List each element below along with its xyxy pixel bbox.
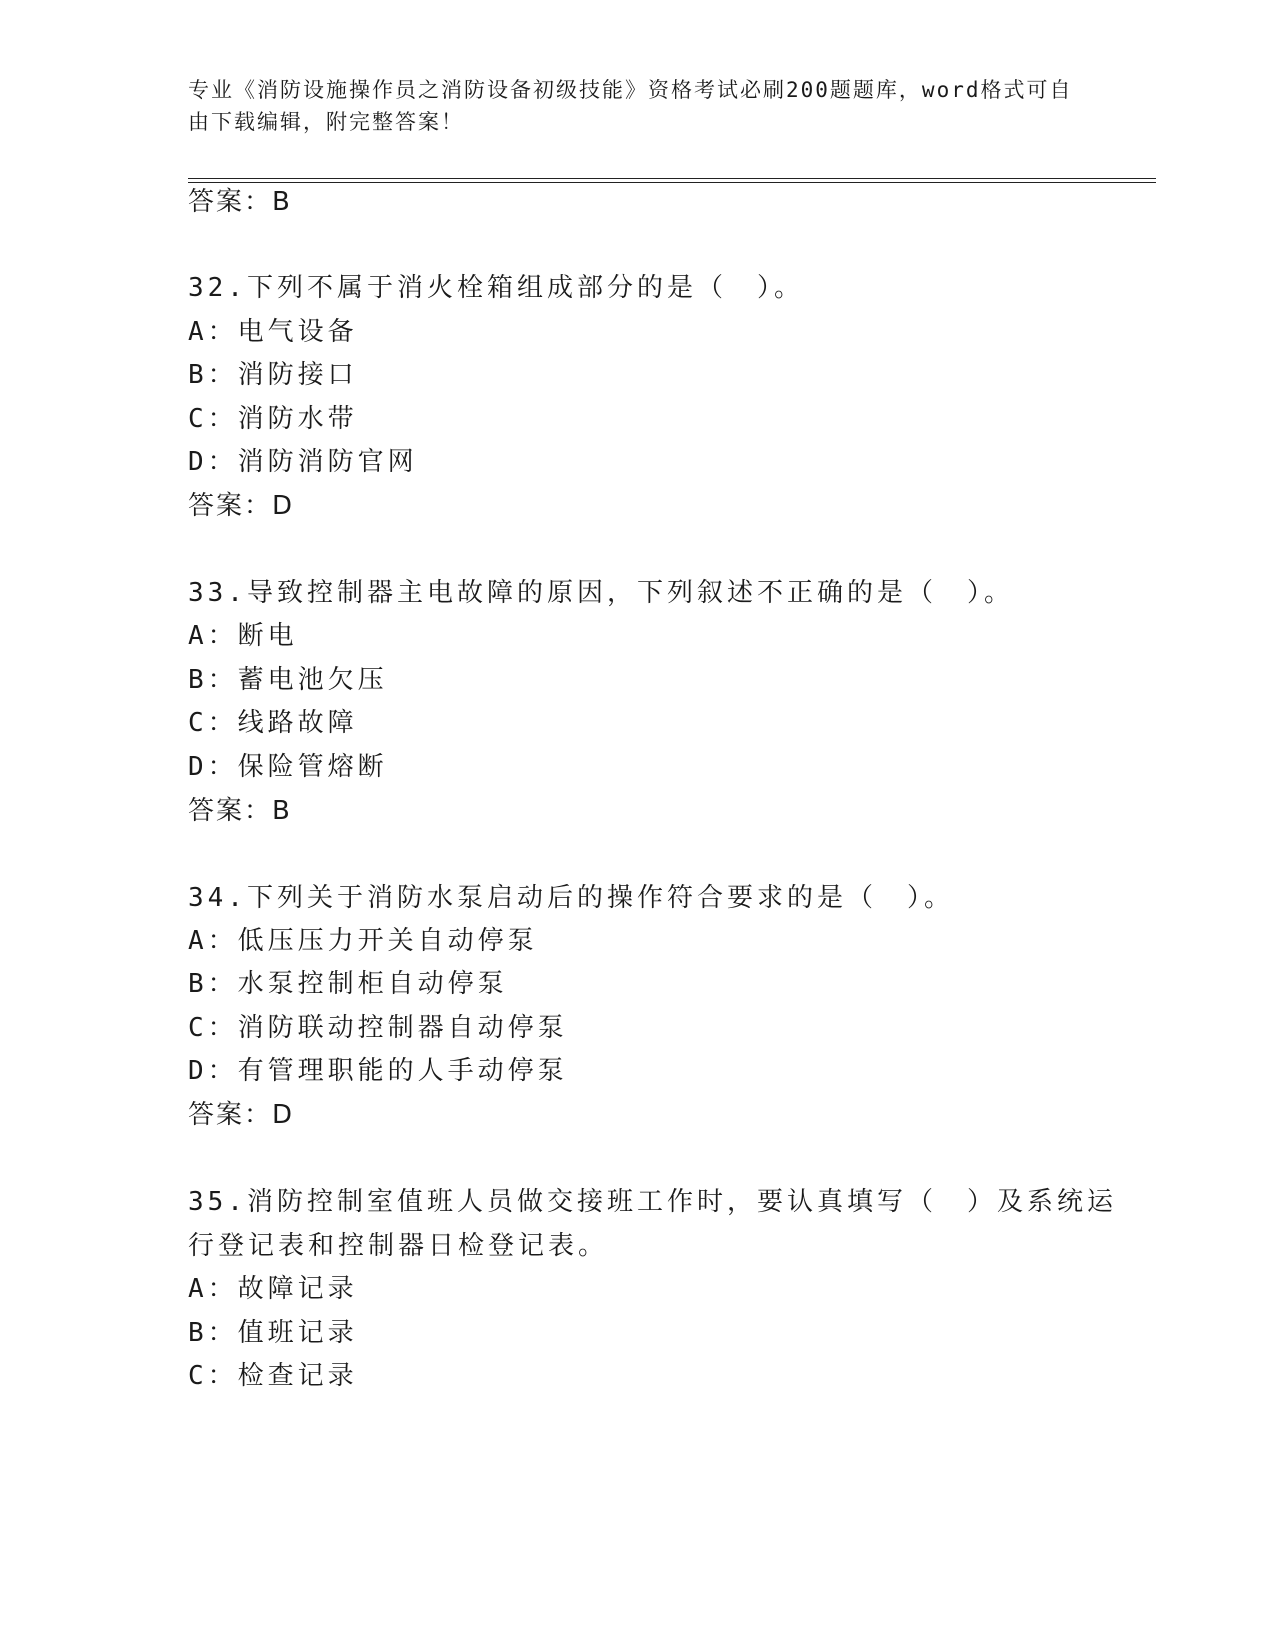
option-a: A：故障记录 <box>188 1274 358 1304</box>
option-b: B：蓄电池欠压 <box>188 665 388 695</box>
option-b: B：值班记录 <box>188 1318 358 1348</box>
answer-line: 答案：B <box>188 187 292 217</box>
option-c: C：线路故障 <box>188 708 358 738</box>
option-c: C：消防联动控制器自动停泵 <box>188 1013 568 1043</box>
question-stem: 34.下列关于消防水泵启动后的操作符合要求的是（ ）。 <box>188 883 954 913</box>
option-a: A：电气设备 <box>188 317 358 347</box>
option-b: B：消防接口 <box>188 360 358 390</box>
question-stem-continued: 行登记表和控制器日检登记表。 <box>188 1231 609 1261</box>
option-a: A：低压压力开关自动停泵 <box>188 926 538 956</box>
header-divider <box>188 178 1156 183</box>
answer-line: 答案：D <box>188 491 295 521</box>
option-b: B：水泵控制柜自动停泵 <box>188 969 508 999</box>
option-c: C：检查记录 <box>188 1361 358 1391</box>
option-d: D：有管理职能的人手动停泵 <box>188 1056 568 1086</box>
answer-line: 答案：B <box>188 796 292 826</box>
option-c: C：消防水带 <box>188 404 358 434</box>
document-header: 专业《消防设施操作员之消防设备初级技能》资格考试必刷200题题库，word格式可自由下载编辑，附完整答案！ <box>188 78 1073 134</box>
question-stem: 35.消防控制室值班人员做交接班工作时，要认真填写（ ）及系统运 <box>188 1187 1117 1217</box>
answer-line: 答案：D <box>188 1100 295 1130</box>
option-d: D：保险管熔断 <box>188 752 388 782</box>
option-a: A：断电 <box>188 621 298 651</box>
option-d: D：消防消防官网 <box>188 447 418 477</box>
question-stem: 32.下列不属于消火栓箱组成部分的是（ ）。 <box>188 273 804 303</box>
question-stem: 33.导致控制器主电故障的原因，下列叙述不正确的是（ ）。 <box>188 578 1014 608</box>
